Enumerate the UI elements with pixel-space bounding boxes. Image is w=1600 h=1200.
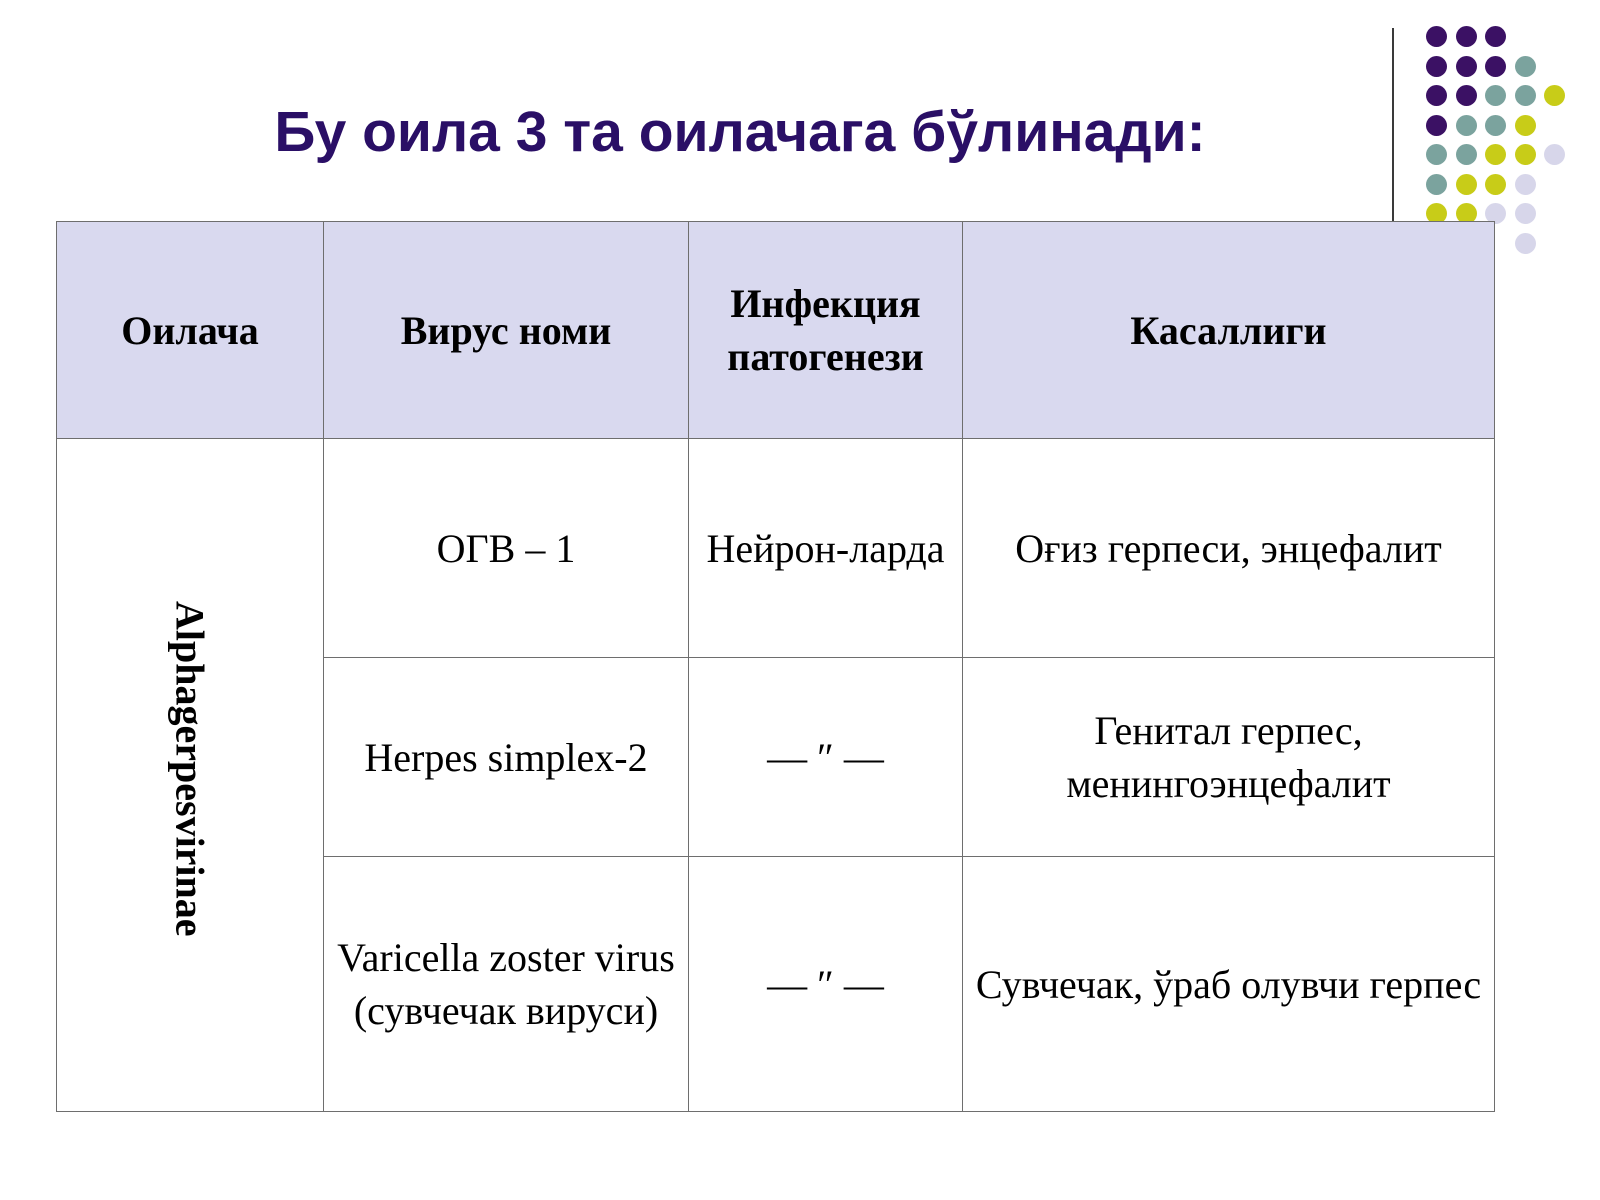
herpes-subfamily-table [56, 221, 1495, 1112]
subfamily-cell [57, 439, 324, 1112]
decorative-dot [1515, 233, 1536, 254]
decorative-dot [1485, 144, 1506, 165]
decorative-dot [1544, 85, 1565, 106]
decorative-dot [1485, 56, 1506, 77]
decorative-dot [1485, 85, 1506, 106]
decorative-dot [1485, 26, 1506, 47]
decorative-dot [1544, 144, 1565, 165]
decorative-dot [1515, 56, 1536, 77]
title-divider [1392, 28, 1394, 222]
pathogenesis-cell: — ″ — [689, 857, 963, 1112]
disease-cell: Сувчечак, ўраб олувчи герпес [963, 857, 1495, 1112]
virus-name-cell: Varicella zoster virus (сувчечак вируси) [324, 857, 689, 1112]
decorative-dot [1515, 144, 1536, 165]
virus-name-cell: Herpes simplex-2 [324, 658, 689, 857]
decorative-dot [1515, 203, 1536, 224]
decorative-dot [1515, 115, 1536, 136]
decorative-dot [1485, 174, 1506, 195]
table-header-row [57, 222, 1495, 439]
disease-cell: Оғиз герпеси, энцефалит [963, 439, 1495, 658]
decorative-dot [1426, 56, 1447, 77]
subfamily-name: Alphagerpesvirinae [167, 600, 213, 937]
virus-name-cell: ОГВ – 1 [324, 439, 689, 658]
pathogenesis-cell: — ″ — [689, 658, 963, 857]
decorative-dot [1456, 56, 1477, 77]
disease-cell: Генитал герпес, менингоэнцефалит [963, 658, 1495, 857]
decorative-dot [1485, 115, 1506, 136]
header-pathogenesis: Инфекция патогенези [689, 222, 963, 439]
table-row [57, 439, 1495, 658]
decorative-dot [1426, 174, 1447, 195]
header-subfamily: Оилача [57, 222, 324, 439]
slide-title: Бу оила 3 та оилачага бўлинади: [274, 100, 1206, 164]
header-disease: Касаллиги [963, 222, 1495, 439]
decorative-dot [1456, 174, 1477, 195]
decorative-dot [1515, 85, 1536, 106]
header-virus-name: Вирус номи [324, 222, 689, 439]
decorative-dot [1515, 174, 1536, 195]
decorative-dot [1456, 26, 1477, 47]
pathogenesis-cell: Нейрон-ларда [689, 439, 963, 658]
decorative-dot [1426, 26, 1447, 47]
